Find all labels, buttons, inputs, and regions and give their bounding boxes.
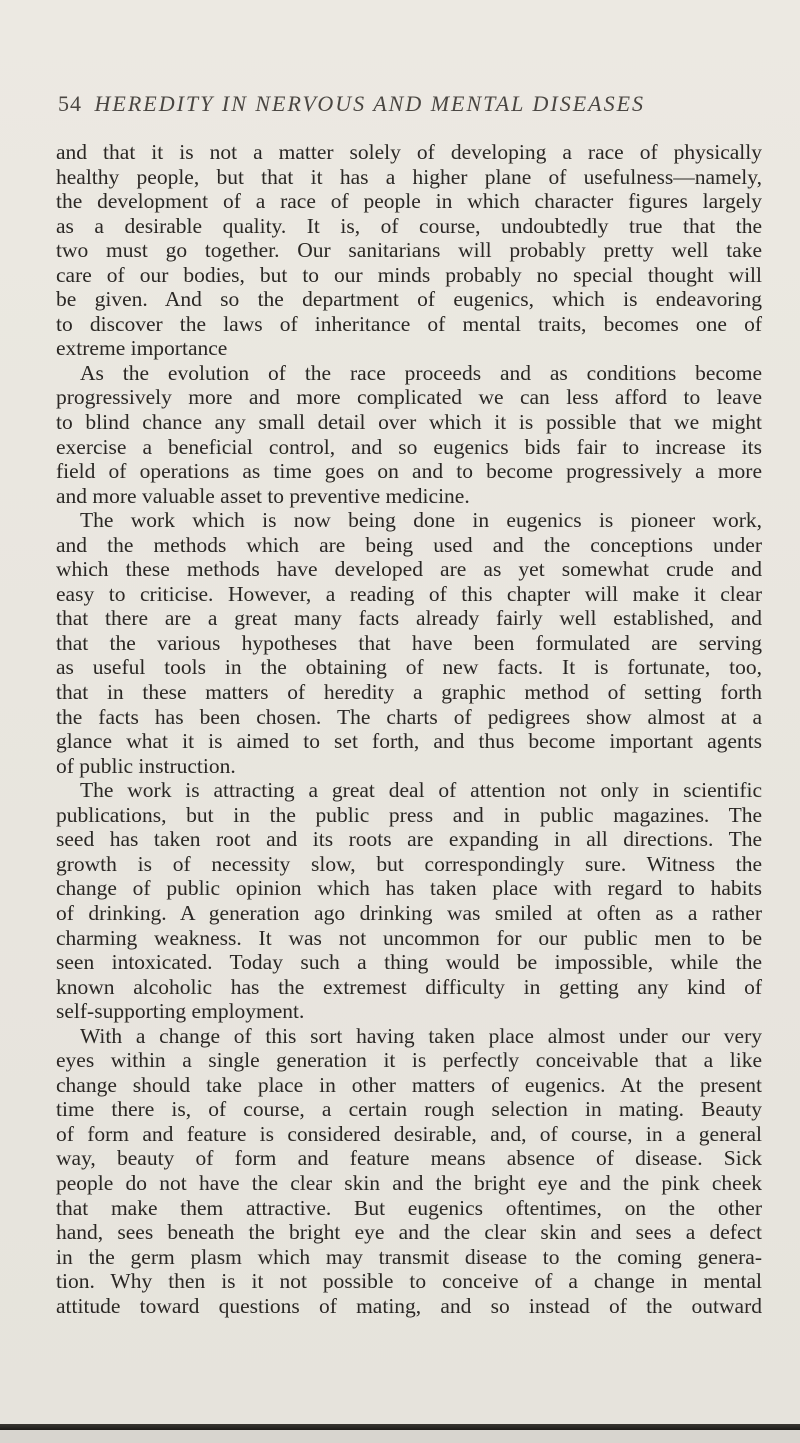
- text-line: and that it is not a matter solely of developing a race of physically: [56, 140, 762, 164]
- page-margin-strip: [0, 1430, 800, 1443]
- text-line: hand, sees beneath the bright eye and the clear skin and sees a defect: [56, 1220, 762, 1245]
- text-line: time there is, of course, a certain rough selection in mating. Beauty: [56, 1097, 762, 1122]
- text-line: that the various hypotheses that have been formulated are serving: [56, 630, 762, 655]
- text-line: extreme importance: [56, 336, 228, 361]
- paragraph-first-line: The work which is now being done in eugenics is pioneer work,: [80, 508, 762, 533]
- text-line: of public instruction.: [56, 753, 236, 778]
- running-head: [58, 91, 758, 121]
- text-line: be given. And so the department of eugenics, which is endeavoring: [56, 287, 762, 312]
- text-line: tion. Why then is it not possible to conceive of a change in mental: [56, 1269, 762, 1294]
- text-line: publications, but in the public press and in public magazines. The: [56, 802, 762, 827]
- text-line: that there are a great many facts already fairly well established, and: [56, 606, 762, 631]
- text-line: and the methods which are being used and the conceptions under: [56, 532, 762, 557]
- text-line: the development of a race of people in which character figures largely: [56, 189, 762, 214]
- text-line: as useful tools in the obtaining of new facts. It is fortunate, too,: [56, 655, 762, 680]
- text-line: and more valuable asset to preventive medicine.: [56, 483, 470, 508]
- text-line: seed has taken root and its roots are expanding in all directions. The: [56, 827, 762, 852]
- text-line: care of our bodies, but to our minds probably no special thought will: [56, 262, 762, 287]
- text-line: eyes within a single generation it is perfectly conceivable that a like: [56, 1048, 762, 1073]
- text-line: glance what it is aimed to set forth, and thus become important agents: [56, 729, 762, 754]
- text-line: of form and feature is considered desirable, and, of course, in a general: [56, 1121, 762, 1146]
- running-title: HEREDITY IN NERVOUS AND MENTAL DISEASES: [94, 91, 646, 116]
- text-line: people do not have the clear skin and the bright eye and the pink cheek: [56, 1170, 762, 1195]
- text-line: two must go together. Our sanitarians will probably pretty well take: [56, 238, 762, 263]
- text-line: to blind chance any small detail over which it is possible that we might: [56, 410, 762, 435]
- text-line: as a desirable quality. It is, of course, undoubtedly true that the: [56, 213, 762, 238]
- text-line: seen intoxicated. Today such a thing would be impossible, while the: [56, 950, 762, 975]
- text-line: change of public opinion which has taken place with regard to habits: [56, 876, 762, 901]
- text-line: which these methods have developed are as yet somewhat crude and: [56, 557, 762, 582]
- text-line: to discover the laws of inheritance of mental traits, becomes one of: [56, 311, 762, 336]
- text-line: in the germ plasm which may transmit disease to the coming genera-: [56, 1244, 762, 1269]
- text-line: known alcoholic has the extremest difficulty in getting any kind of: [56, 974, 762, 999]
- text-line: that in these matters of heredity a graphic method of setting forth: [56, 680, 762, 705]
- paragraph-first-line: As the evolution of the race proceeds and as conditions become: [80, 360, 762, 385]
- text-line: change should take place in other matters of eugenics. At the present: [56, 1072, 762, 1097]
- page-number: 54: [58, 91, 82, 116]
- text-line: field of operations as time goes on and to become progressively a more: [56, 459, 762, 484]
- text-line: progressively more and more complicated we can less afford to leave: [56, 385, 762, 410]
- text-line: exercise a beneficial control, and so eugenics bids fair to increase its: [56, 434, 762, 459]
- paragraph-first-line: With a change of this sort having taken place almost under our very: [80, 1023, 762, 1048]
- body-text: [56, 140, 762, 1318]
- text-line: way, beauty of form and feature means absence of disease. Sick: [56, 1146, 762, 1171]
- text-line: self-supporting employment.: [56, 999, 305, 1024]
- text-line: that make them attractive. But eugenics oftentimes, on the other: [56, 1195, 762, 1220]
- paragraph-first-line: The work is attracting a great deal of attention not only in scientific: [80, 778, 762, 803]
- text-line: healthy people, but that it has a higher plane of usefulness—namely,: [56, 164, 762, 189]
- text-line: attitude toward questions of mating, and so instead of the outward: [56, 1293, 762, 1318]
- text-line: the facts has been chosen. The charts of pedigrees show almost at a: [56, 704, 762, 729]
- text-line: charming weakness. It was not uncommon for our public men to be: [56, 925, 762, 950]
- text-line: of drinking. A generation ago drinking was smiled at often as a rather: [56, 900, 762, 925]
- text-line: growth is of necessity slow, but correspondingly sure. Witness the: [56, 851, 762, 876]
- text-line: easy to criticise. However, a reading of this chapter will make it clear: [56, 581, 762, 606]
